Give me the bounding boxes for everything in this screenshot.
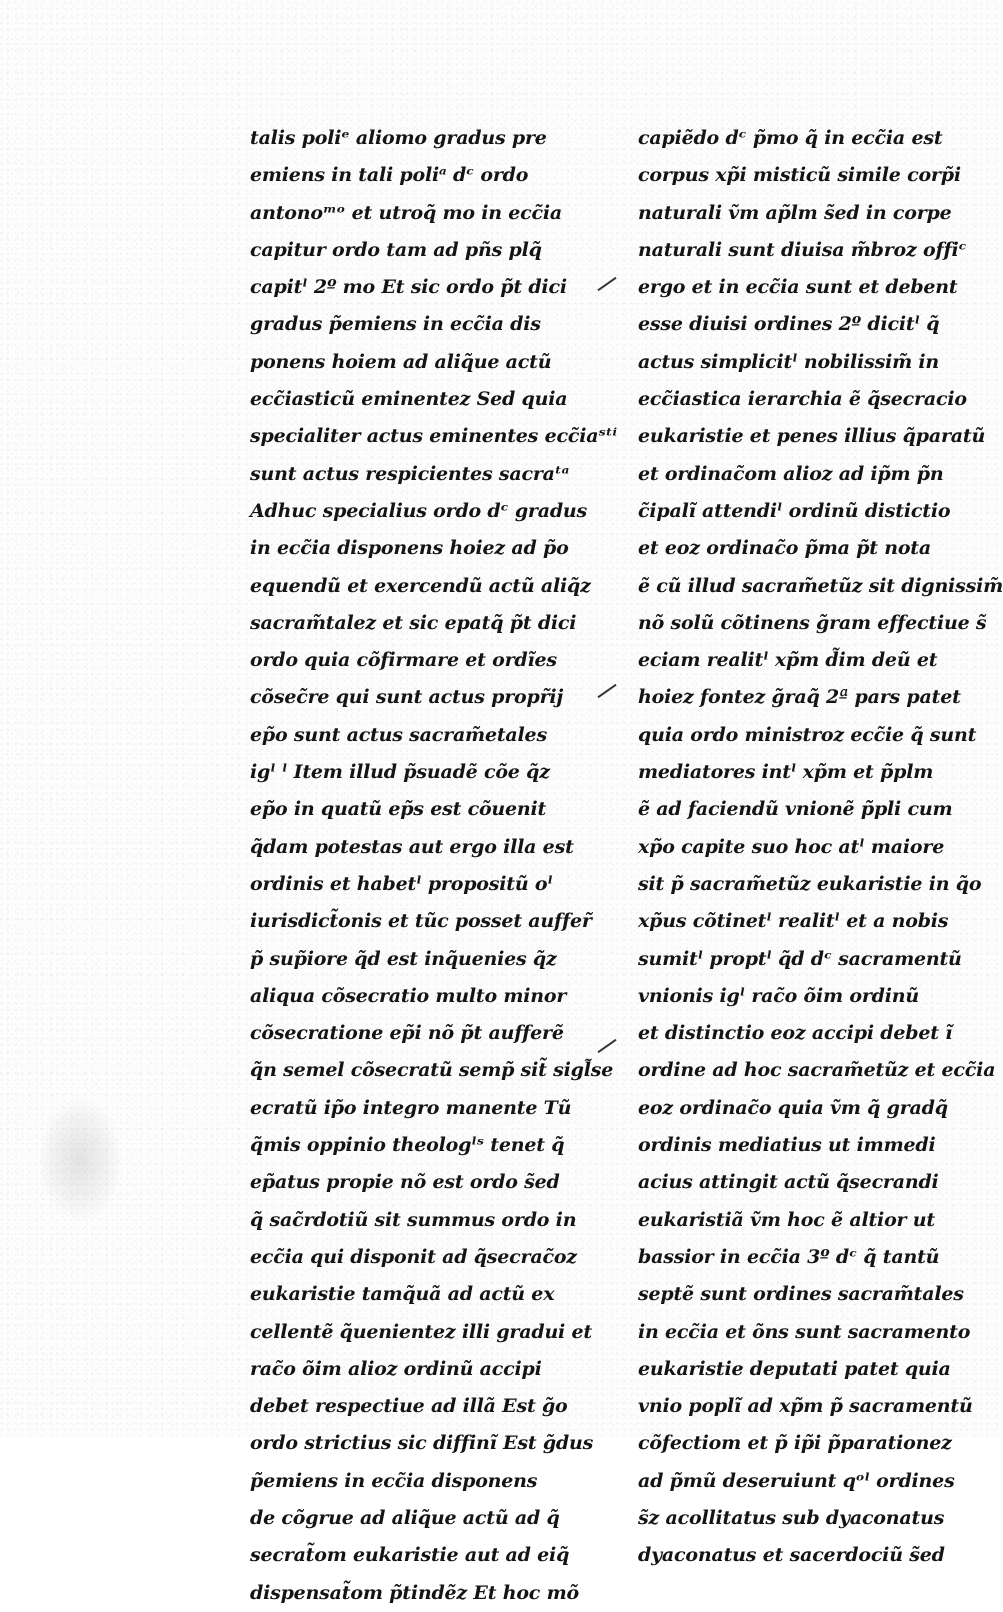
manuscript-line: ep̃o in quatũ ep̃s est cõuenit [250,798,547,821]
manuscript-line: in ecc̃ia disponens hoiez ad p̃o [250,537,569,560]
manuscript-line: bassior in ecc̃ia 3º dᶜ q̃ tantũ [638,1245,940,1268]
manuscript-line: ẽ cũ illud sacram̃etũz sit dignissim̃ [638,574,1003,597]
manuscript-line: ecc̃iastica ierarchia ẽ q̃secracio [638,388,967,411]
margin-mark [597,1039,616,1053]
manuscript-line: quia ordo ministroz ecc̃ie q̃ sunt [638,723,977,746]
manuscript-line: de cõgrue ad aliq̃ue actũ ad q̃ [250,1506,560,1529]
right-text-column [638,120,1003,1575]
manuscript-line: eukaristiã ṽm hoc ẽ altior ut [638,1208,935,1231]
manuscript-line: in ecc̃ia et õns sunt sacramento [638,1320,971,1343]
manuscript-line: et ordinac̃om alioz ad ip̃m p̃n [638,462,944,485]
manuscript-line: xp̃us cõtinetˡ realitˡ et a nobis [638,910,949,933]
manuscript-line: Adhuc specialius ordo dᶜ gradus [250,499,588,522]
manuscript-line: ordinis mediatius ut immedi [638,1134,936,1157]
manuscript-line: cõsec̃re qui sunt actus propr̃ij [250,686,564,709]
manuscript-line: gradus p̃emiens in ecc̃ia dis [250,313,541,336]
manuscript-line: dyaconatus et sacerdociũ s̃ed [638,1544,945,1567]
manuscript-line: ordo strictius sic diffinĩ Est g̃dus [250,1432,594,1455]
manuscript-line: actus simplicitˡ nobilissim̃ in [638,350,940,373]
manuscript-line: ẽ ad faciendũ vnionẽ p̃pli cum [638,798,953,821]
manuscript-line: ordinis et habetˡ propositũ oˡ [250,872,553,895]
manuscript-line: ecc̃ia qui disponit ad q̃secrac̃oz [250,1245,577,1268]
manuscript-line: secrat̃om eukaristie aut ad eiq̃ [250,1544,570,1567]
manuscript-line: q̃dam potestas aut ergo illa est [250,835,574,858]
manuscript-line: q̃ sac̃rdotiũ sit summus ordo in [250,1208,577,1231]
manuscript-line: ad p̃mũ deseruiunt qᵒˡ ordines [638,1469,955,1492]
manuscript-line: p̃emiens in ecc̃ia disponens [250,1469,538,1492]
manuscript-line: eoz ordinac̃o quia ṽm q̃ gradq̃ [638,1096,948,1119]
manuscript-line: igˡ ˡ Item illud p̃suadẽ cõe q̃z [250,761,550,784]
manuscript-line: nõ solũ cõtinens g̃ram effectiue s̃ [638,611,987,634]
manuscript-line: p̃ sup̃iore q̃d est inq̃uenies q̃z [250,947,557,970]
manuscript-line: vnionis igˡ rac̃o õim ordinũ [638,984,919,1007]
manuscript-line: ep̃atus propie nõ est ordo s̃ed [250,1171,560,1194]
left-text-column [250,120,617,1612]
manuscript-line: esse diuisi ordines 2º dicitˡ q̃ [638,313,940,336]
manuscript-line: capitˡ 2º mo Et sic ordo p̃t dici [250,276,567,299]
manuscript-line: ordine ad hoc sacram̃etũz et ecc̃ia [638,1059,996,1082]
manuscript-line: aliqua cõsecratio multo minor [250,984,567,1007]
manuscript-line: ecc̃iasticũ eminentez Sed quia [250,388,568,411]
manuscript-line: cõsecratione ep̃i nõ p̃t aufferẽ [250,1022,564,1045]
margin-mark [597,277,616,291]
manuscript-line: dispensat̃om p̃tindẽz Et hoc mõ [250,1581,579,1604]
manuscript-line: ergo et in ecc̃ia sunt et debent [638,276,958,299]
manuscript-line: sumitˡ proptˡ q̃d dᶜ sacramentũ [638,947,962,970]
manuscript-line: vnio poplĩ ad xp̃m p̃ sacramentũ [638,1395,973,1418]
manuscript-line: c̃ipalĩ attendiˡ ordinũ distictio [638,499,951,522]
manuscript-line: specialiter actus eminentes ecc̃iaˢᵗⁱ [250,425,617,448]
manuscript-line: capiẽdo dᶜ p̃mo q̃ in ecc̃ia est [638,127,943,149]
manuscript-line: equendũ et exercendũ actũ aliq̃z [250,574,591,597]
manuscript-line: mediatores intˡ xp̃m et p̃plm [638,761,934,784]
manuscript-line: eukaristie deputati patet quia [638,1357,951,1380]
manuscript-line: q̃mis oppinio theologˡˢ tenet q̃ [250,1134,565,1157]
manuscript-line: sit p̃ sacram̃etũz eukaristie in q̃o [638,872,982,895]
scan-smudge [40,1100,120,1220]
manuscript-line: eciam realitˡ xp̃m d̃im deũ et [638,649,938,672]
manuscript-line: capitur ordo tam ad pñs plq̃ [250,238,542,261]
manuscript-line: ecratũ ip̃o integro manente Tũ [250,1096,572,1119]
manuscript-line: cellentẽ q̃uenientez illi gradui et [250,1320,592,1343]
manuscript-line: et eoz ordinac̃o p̃ma p̃t nota [638,537,931,560]
manuscript-line: q̃n semel cõsecratũ semp̃ sit̃ sigl̃se [250,1059,614,1082]
manuscript-line: naturali sunt diuisa m̃broz offiᶜ [638,238,967,261]
manuscript-line: cõfectiom et p̃ ip̃i p̃parationez [638,1432,952,1455]
manuscript-line: rac̃o õim alioz ordinũ accipi [250,1357,542,1380]
manuscript-line: eukaristie tamq̃uã ad actũ ex [250,1283,555,1306]
manuscript-line: eukaristie et penes illius q̃paratũ [638,425,986,448]
margin-mark [597,684,616,698]
manuscript-line: corpus xp̃i misticũ simile corp̃i [638,164,961,187]
manuscript-line: talis poliᵉ aliomo gradus pre [250,127,547,149]
manuscript-line: septẽ sunt ordines sacram̃tales [638,1283,964,1306]
manuscript-line: naturali ṽm ap̃lm s̃ed in corpe [638,201,952,224]
manuscript-line: acius attingit actũ q̃secrandi [638,1171,939,1194]
manuscript-line: xp̃o capite suo hoc atˡ maiore [638,835,945,858]
manuscript-line: ponens hoiem ad aliq̃ue actũ [250,350,552,373]
manuscript-line: ordo quia cõfirmare et ordĩes [250,649,557,672]
manuscript-line: sacram̃talez et sic epatq̃ p̃t dici [250,611,577,634]
manuscript-line: s̃z acollitatus sub dyaconatus [638,1506,945,1529]
manuscript-line: emiens in tali poliᵃ dᶜ ordo [250,164,529,187]
manuscript-line: et distinctio eoz accipi debet ĩ [638,1022,953,1045]
manuscript-line: ep̃o sunt actus sacram̃etales [250,723,547,746]
manuscript-line: debet respectiue ad illã Est g̃o [250,1395,568,1418]
manuscript-line: antonoᵐᵒ et utroq̃ mo in ecc̃ia [250,201,563,224]
manuscript-line: iurisdict̃onis et tũc posset auffer̃ [250,910,592,933]
manuscript-line: sunt actus respicientes sacraᵗᵃ [250,462,570,485]
manuscript-line: hoiez fontez g̃raq̃ 2ª pars patet [638,686,961,709]
